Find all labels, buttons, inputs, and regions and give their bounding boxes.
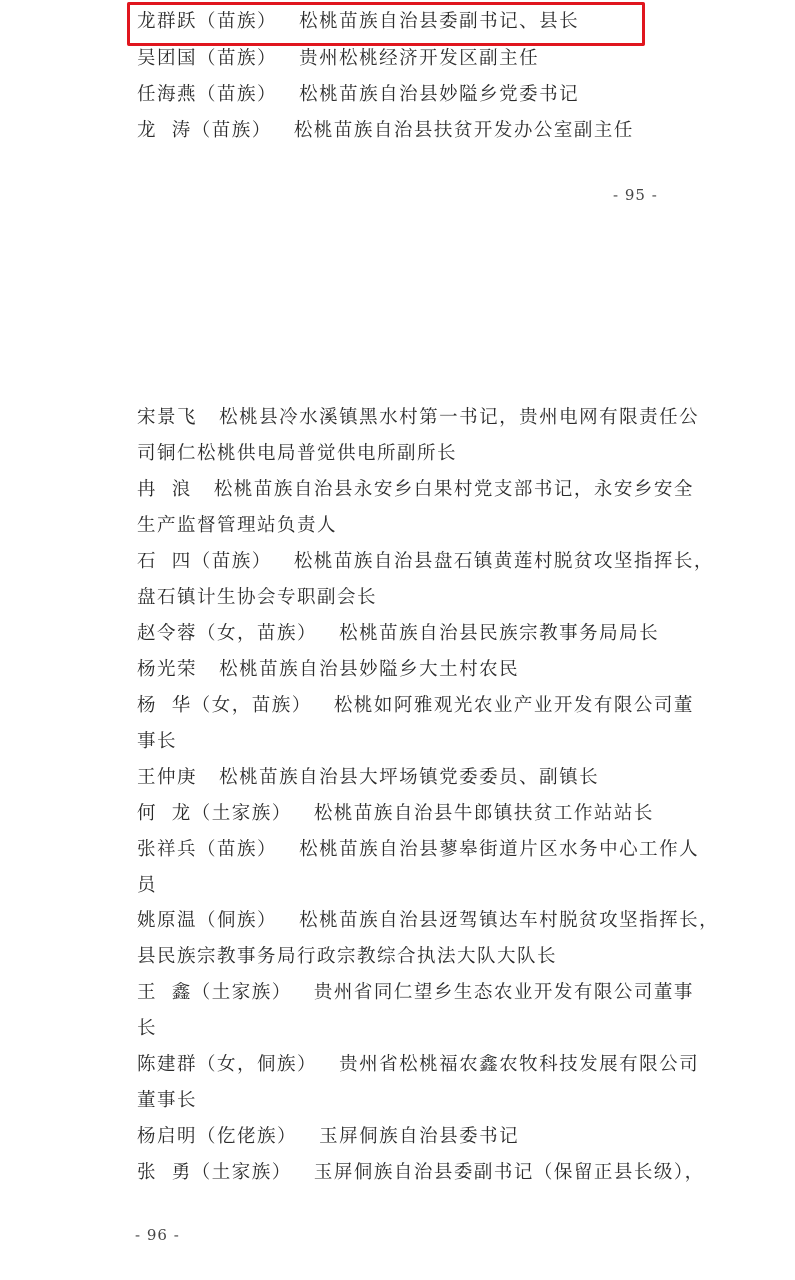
list-item: 冉 浪 松桃苗族自治县永安乡白果村党支部书记，永安乡安全: [137, 479, 694, 500]
list-item: 陈建群（女，侗族） 贵州省松桃福农鑫农牧科技发展有限公司: [137, 1054, 700, 1075]
list-item: 姚原温（侗族） 松桃苗族自治县迓驾镇达车村脱贫攻坚指挥长，: [137, 910, 720, 931]
list-item: 宋景飞 松桃县冷水溪镇黑水村第一书记，贵州电网有限责任公: [137, 407, 700, 428]
list-item: 杨 华（女，苗族） 松桃如阿雅观光农业产业开发有限公司董: [137, 695, 694, 716]
list-item: 石 四（苗族） 松桃苗族自治县盘石镇黄莲村脱贫攻坚指挥长，: [137, 551, 714, 572]
list-item: 王仲庚 松桃苗族自治县大坪场镇党委委员、副镇长: [137, 767, 600, 788]
list-item: 县民族宗教事务局行政宗教综合执法大队大队长: [137, 946, 558, 967]
list-item: 长: [137, 1018, 158, 1039]
page-number: - 95 -: [613, 186, 658, 204]
list-item: 张祥兵（苗族） 松桃苗族自治县蓼皋街道片区水务中心工作人: [137, 839, 700, 860]
list-item: 王 鑫（土家族） 贵州省同仁望乡生态农业开发有限公司董事: [137, 982, 694, 1003]
list-item: 杨启明（仡佬族） 玉屏侗族自治县委书记: [137, 1126, 520, 1147]
list-item: 张 勇（土家族） 玉屏侗族自治县委副书记（保留正县长级），: [137, 1162, 705, 1183]
list-item: 龙群跃（苗族） 松桃苗族自治县委副书记、县长: [137, 11, 580, 32]
list-item: 员: [137, 875, 158, 896]
list-item: 吴团国（苗族） 贵州松桃经济开发区副主任: [137, 48, 540, 69]
list-item: 杨光荣 松桃苗族自治县妙隘乡大土村农民: [137, 659, 520, 680]
list-item: 赵令蓉（女，苗族） 松桃苗族自治县民族宗教事务局局长: [137, 623, 660, 644]
list-item: 何 龙（土家族） 松桃苗族自治县牛郎镇扶贫工作站站长: [137, 803, 654, 824]
list-item: 盘石镇计生协会专职副会长: [137, 587, 378, 608]
list-item: 司铜仁松桃供电局普觉供电所副所长: [137, 443, 458, 464]
list-item: 事长: [137, 731, 178, 752]
list-item: 董事长: [137, 1090, 198, 1111]
list-item: 任海燕（苗族） 松桃苗族自治县妙隘乡党委书记: [137, 84, 580, 105]
page-number: - 96 -: [135, 1226, 180, 1244]
list-item: 生产监督管理站负责人: [137, 515, 338, 536]
list-item: 龙 涛（苗族） 松桃苗族自治县扶贫开发办公室副主任: [137, 120, 634, 141]
